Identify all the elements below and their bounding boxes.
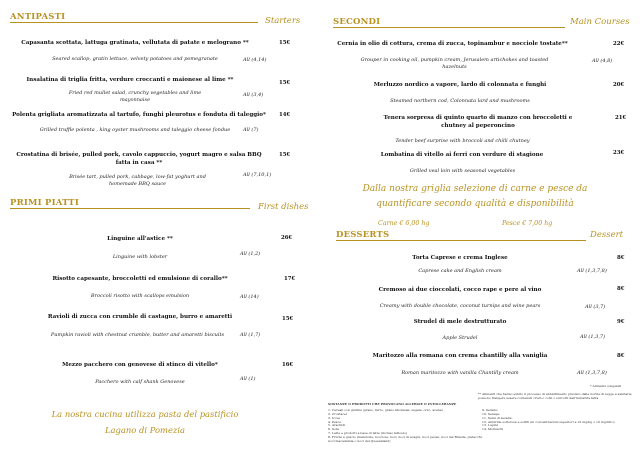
dish-allergens: All (4,14): [243, 57, 267, 63]
legend-list-left: [328, 408, 483, 444]
legend-item: 14. Molluschi: [482, 427, 504, 432]
dish-description: Roman maritozzo with vanilla Chantilly cream: [401, 370, 519, 376]
dish-description: Steamed northern cod, Colonnata lard and mushrooms: [390, 98, 530, 104]
carne-price: Carne € 6,00 hg: [378, 220, 430, 227]
dish-description: Pacchero with calf shank Genovese: [95, 379, 185, 385]
dish-name: Strudel di mele destrutturato: [413, 319, 507, 325]
legend-heading: SOSTANZE O PRODOTTI CHE PROVOCANO ALLERGIE O INTOLLERANZE: [328, 402, 457, 406]
dish-allergens: All (1,3,7): [580, 334, 606, 340]
legend-item: 8. Frutta a guscio (mandorle, nocciole, noci, noci di acagiù, noci pecan, noci del Brasile, pistacchi, noci macadamia o noci del Queensland): [328, 435, 483, 443]
dish-name: Lombatina di vitello ai ferri con verdure di stagione: [380, 152, 544, 158]
dish-allergens: All (3,4): [243, 92, 264, 98]
dish-allergens: All (4,8): [592, 58, 613, 64]
dish-allergens: All (1,2): [240, 251, 261, 257]
dish-price: 20€: [613, 82, 625, 88]
legend-item: 10. Senape: [482, 411, 500, 416]
dish-price: 8€: [617, 353, 625, 359]
dish-price: 15€: [282, 316, 294, 322]
dish-price: 16€: [282, 362, 294, 368]
secondi-rule: [333, 27, 565, 28]
dish-price: 8€: [617, 255, 625, 261]
dish-description: Brisée tart, pulled pork, cabbage, low-fat yoghurt and homemade BBQ sauce: [69, 174, 206, 187]
dish-price: 22€: [613, 41, 625, 47]
primi-subtitle: First dishes: [258, 202, 309, 212]
dish-price: 15€: [279, 152, 291, 158]
dish-description: Seared scallop, gratin lettuce, velvety potatoes and pomegranate: [52, 56, 218, 62]
legend-frozen-note: * Alimenti congelati: [590, 384, 622, 388]
desserts-title: DESSERTS: [336, 230, 390, 240]
dish-name: Capasanta scottata, lattuga gratinata, vellutata di patate e melograno **: [21, 40, 249, 46]
dish-name: Cremoso ai due cioccolati, cocco rape e pere al vino: [378, 287, 542, 293]
dish-price: 21€: [615, 115, 627, 121]
dish-name: Tenera sorpresa di quinto quarto di manzo con broccoletti e chutney al peperoncino: [383, 115, 573, 129]
dish-price: 14€: [279, 112, 291, 118]
legend-item: 5. Arachidi: [328, 423, 346, 428]
dish-allergens: All (1,7): [240, 332, 261, 338]
dish-allergens: All (7): [243, 127, 259, 133]
dish-name: Insalatina di triglia fritta, verdure croccanti e maionese al lime **: [26, 77, 234, 83]
dish-price: 23€: [613, 150, 625, 156]
dish-name: Risotto capesante, broccoletti ed emulsione di corallo**: [52, 276, 228, 282]
pasta-promo-line1: La nostra cucina utilizza pasta del pastificio: [51, 409, 239, 419]
antipasti-subtitle: Starters: [265, 16, 301, 26]
dish-name: Torta Caprese e crema Inglese: [412, 255, 508, 261]
dish-price: 8€: [617, 286, 625, 292]
dish-description: Grilled veal loin with seasonal vegetables: [409, 168, 516, 174]
secondi-title: SECONDI: [333, 17, 381, 27]
desserts-rule: [336, 240, 586, 241]
legend-item: 1. Cereali con glutine (grano, farro, grano khorasan, segale, orzo, avena): [328, 408, 443, 412]
dish-allergens: All (14): [240, 294, 259, 300]
legend-item: 3. Uova: [328, 415, 340, 420]
dish-allergens: All (3,7): [585, 304, 606, 310]
dish-description: Creamy with double chocolate, coconut turnips and wine pears: [379, 303, 541, 309]
legend-list-right: [482, 409, 632, 432]
legend-blast-chill-note: ** Alimenti che hanno subito il processo di abbattimento previsto dalle norme di legge a sanitarie, possono frangere essere contenuti crudi o cotti o surcotti dall'industria fatta: [478, 392, 633, 400]
pasta-promo-line2: Lagano di Pomezia: [104, 425, 186, 435]
grill-promo-line2: quantificare secondo qualità e disponibilità: [376, 199, 574, 209]
desserts-subtitle: Dessert: [590, 230, 624, 240]
legend-item: 7. Latte e prodotti a base di latte (incluso lattosio): [328, 431, 407, 436]
dish-name: Cernia in olio di cottura, crema di zucca, topinambur e nocciole tostate**: [337, 41, 568, 47]
dish-allergens: All (7,10,1): [243, 172, 272, 178]
dish-description: Broccoli risotto with scallops emulsion: [90, 293, 190, 299]
dish-description: Apple Strudel: [442, 335, 478, 341]
dish-description: Grouper in cooking oil, pumpkin cream, Jerusalem artichokes and toasted hazelnuts: [360, 57, 549, 70]
legend-item: 11. Semi di sesamo: [482, 415, 513, 420]
antipasti-rule: [10, 22, 258, 23]
dish-name: Merluzzo nordico a vapore, lardo di colonnata e funghi: [373, 82, 547, 88]
dish-description: Tender beef surprise with broccoli and chilli chutney: [395, 138, 530, 144]
dish-price: 15€: [279, 40, 291, 46]
primi-rule: [10, 208, 250, 209]
dish-name: Ravioli di zucca con crumble di castagne, burro e amaretti: [47, 314, 233, 320]
grill-promo-line1: Dalla nostra griglia selezione di carne e pesce da: [362, 184, 588, 194]
dish-allergens: All (1): [240, 376, 256, 382]
dish-name: Polenta grigliata aromatizzata al tartufo, funghi pleurotus e fonduta di taleggio*: [12, 112, 266, 118]
primi-title: PRIMI PIATTI: [10, 198, 79, 208]
secondi-subtitle: Main Courses: [570, 17, 630, 27]
dish-allergens: All (1,3,7,8): [577, 268, 607, 274]
dish-name: Linguine all'astice **: [107, 236, 173, 242]
dish-description: Grilled truffle polenta , king oyster mushrooms and taleggio cheese fondue: [39, 127, 231, 133]
legend-item: 13. Lupini: [482, 423, 498, 428]
dish-description: Pumpkin ravioli with chestnut crumble, butter and amaretti biscuits: [50, 332, 225, 338]
dish-name: Mezzo pacchero con genovese di stinco di vitello*: [62, 362, 218, 368]
dish-description: Linguine with lobster: [112, 254, 168, 260]
dish-name: Crostatina di brisée, pulled pork, cavolo cappuccio, yogurt magro e salsa BBQ fatta in casa **: [16, 152, 262, 166]
legend-item: 9. Sedano: [482, 408, 498, 412]
legend-item: 6. Soia: [328, 427, 339, 432]
dish-name: Maritozzo alla romana con crema chantilly alla vaniglia: [372, 353, 548, 359]
legend-item: 4. Pesce: [328, 419, 341, 424]
dish-allergens: All (1,3,7,8): [577, 370, 607, 376]
dish-description: Caprese cake and English cream: [418, 268, 502, 274]
dish-price: 17€: [284, 276, 296, 282]
dish-description: Fried red mullet salad, crunchy vegetables and lime mayonnaise: [68, 90, 202, 103]
dish-price: 26€: [281, 235, 293, 241]
dish-price: 9€: [617, 319, 625, 325]
antipasti-title: ANTIPASTI: [10, 12, 66, 22]
legend-item: 12. Anidride solforosa e solfiti (in concentrazioni superiori a 10 mg/kg o 10 mg/litro): [482, 419, 615, 424]
legend-item: 2. Crostacei: [328, 411, 347, 416]
dish-price: 15€: [279, 80, 291, 86]
pesce-price: Pesce € 7,00 hg: [502, 220, 553, 227]
